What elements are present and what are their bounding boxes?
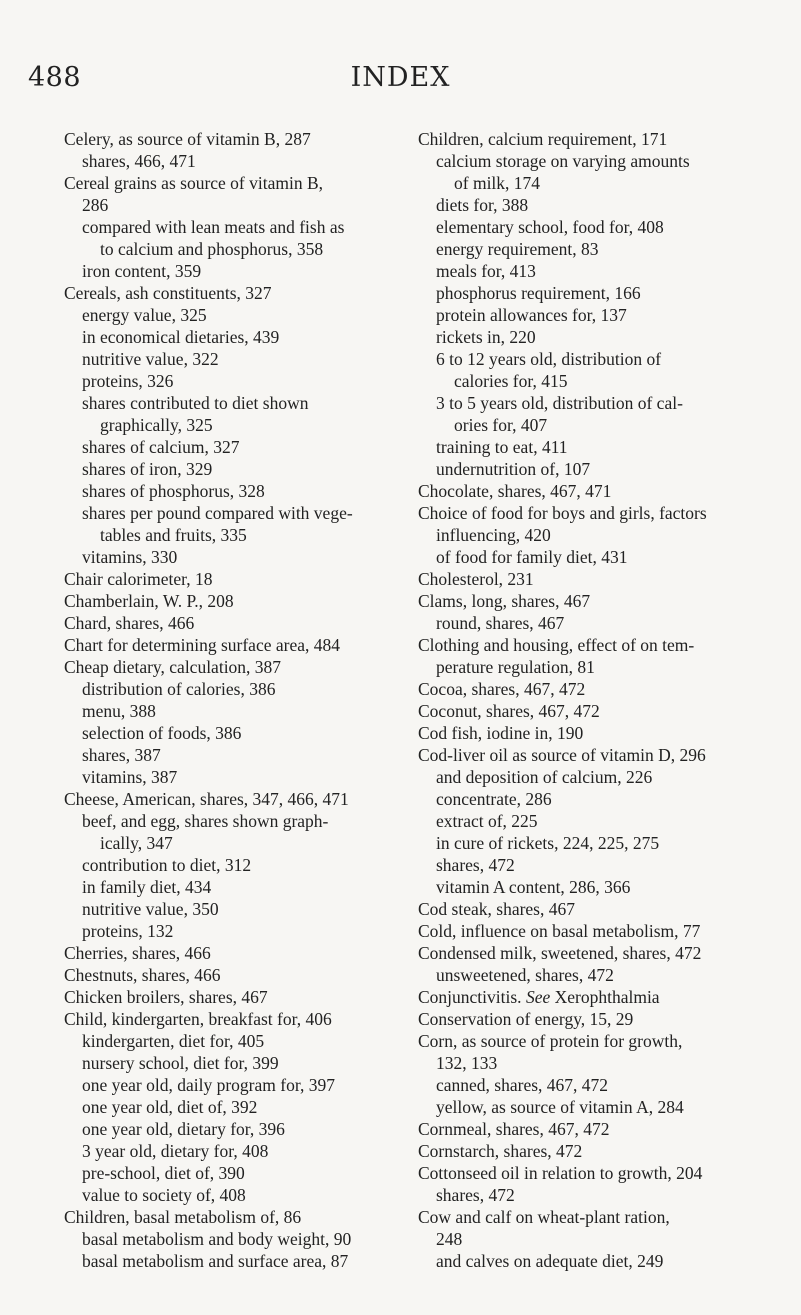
index-subentry: in economical dietaries, 439 bbox=[82, 327, 280, 347]
index-subentry: of food for family diet, 431 bbox=[436, 547, 628, 567]
index-subentry: shares of phosphorus, 328 bbox=[82, 481, 265, 501]
index-subentry: menu, 388 bbox=[82, 701, 156, 721]
index-subentry: one year old, dietary for, 396 bbox=[82, 1119, 285, 1139]
index-entry: Cherries, shares, 466 bbox=[64, 943, 211, 963]
index-subentry: perature regulation, 81 bbox=[436, 657, 595, 677]
index-subentry: contribution to diet, 312 bbox=[82, 855, 252, 875]
index-subentry: 3 to 5 years old, distribution of cal- bbox=[436, 393, 683, 413]
index-subentry: beef, and egg, shares shown graph- bbox=[82, 811, 329, 831]
index-subentry: one year old, daily program for, 397 bbox=[82, 1075, 335, 1095]
index-subentry: basal metabolism and surface area, 87 bbox=[82, 1251, 349, 1271]
index-subentry: basal metabolism and body weight, 90 bbox=[82, 1229, 352, 1249]
index-entry: Celery, as source of vitamin B, 287 bbox=[64, 129, 311, 149]
index-subentry: and calves on adequate diet, 249 bbox=[436, 1251, 664, 1271]
index-subentry: pre-school, diet of, 390 bbox=[82, 1163, 245, 1183]
index-subentry: iron content, 359 bbox=[82, 261, 202, 281]
index-entry: Coconut, shares, 467, 472 bbox=[418, 701, 600, 721]
index-subentry: elementary school, food for, 408 bbox=[436, 217, 664, 237]
index-entry: Cholesterol, 231 bbox=[418, 569, 534, 589]
index-column-left bbox=[64, 128, 394, 1272]
index-subentry: vitamins, 387 bbox=[82, 767, 178, 787]
index-subentry: unsweetened, shares, 472 bbox=[436, 965, 614, 985]
index-subentry: shares, 387 bbox=[82, 745, 161, 765]
index-subentry: one year old, diet of, 392 bbox=[82, 1097, 258, 1117]
index-subentry: diets for, 388 bbox=[436, 195, 529, 215]
index-subentry: tables and fruits, 335 bbox=[100, 525, 247, 545]
index-subentry: proteins, 132 bbox=[82, 921, 174, 941]
index-subentry: value to society of, 408 bbox=[82, 1185, 246, 1205]
index-subentry: training to eat, 411 bbox=[436, 437, 568, 457]
index-subentry: phosphorus requirement, 166 bbox=[436, 283, 641, 303]
index-subentry: kindergarten, diet for, 405 bbox=[82, 1031, 265, 1051]
index-subentry: yellow, as source of vitamin A, 284 bbox=[436, 1097, 684, 1117]
index-subentry: 6 to 12 years old, distribution of bbox=[436, 349, 662, 369]
index-subentry: nursery school, diet for, 399 bbox=[82, 1053, 279, 1073]
index-subentry: of milk, 174 bbox=[454, 173, 541, 193]
index-subentry: energy requirement, 83 bbox=[436, 239, 599, 259]
index-subentry: compared with lean meats and fish as bbox=[82, 217, 345, 237]
index-entry: Cocoa, shares, 467, 472 bbox=[418, 679, 586, 699]
index-subentry: 132, 133 bbox=[436, 1053, 498, 1073]
index-subentry: rickets in, 220 bbox=[436, 327, 536, 347]
index-subentry: to calcium and phosphorus, 358 bbox=[100, 239, 324, 259]
index-subentry: 248 bbox=[436, 1229, 463, 1249]
index-entry: Cod-liver oil as source of vitamin D, 296 bbox=[418, 745, 706, 765]
index-subentry: graphically, 325 bbox=[100, 415, 213, 435]
index-subentry: shares, 472 bbox=[436, 1185, 515, 1205]
index-subentry: influencing, 420 bbox=[436, 525, 551, 545]
index-entry: Conservation of energy, 15, 29 bbox=[418, 1009, 634, 1029]
index-subentry: and deposition of calcium, 226 bbox=[436, 767, 653, 787]
index-subentry: canned, shares, 467, 472 bbox=[436, 1075, 609, 1095]
index-entry: Cod fish, iodine in, 190 bbox=[418, 723, 584, 743]
index-entry: Chard, shares, 466 bbox=[64, 613, 195, 633]
index-subentry: energy value, 325 bbox=[82, 305, 207, 325]
index-subentry: shares per pound compared with vege- bbox=[82, 503, 353, 523]
index-subentry: 286 bbox=[82, 195, 109, 215]
index-entry: Corn, as source of protein for growth, bbox=[418, 1031, 683, 1051]
index-subentry: nutritive value, 350 bbox=[82, 899, 219, 919]
see-reference: See bbox=[525, 987, 551, 1007]
page-header bbox=[28, 62, 773, 102]
index-entry: Cheese, American, shares, 347, 466, 471 bbox=[64, 789, 349, 809]
index-entry: Cod steak, shares, 467 bbox=[418, 899, 575, 919]
index-subentry: distribution of calories, 386 bbox=[82, 679, 276, 699]
index-subentry: nutritive value, 322 bbox=[82, 349, 219, 369]
page-number: 488 bbox=[28, 62, 82, 93]
index-entry: Chestnuts, shares, 466 bbox=[64, 965, 221, 985]
index-subentry: shares of iron, 329 bbox=[82, 459, 213, 479]
index-subentry: selection of foods, 386 bbox=[82, 723, 242, 743]
index-entry: Chicken broilers, shares, 467 bbox=[64, 987, 268, 1007]
index-subentry: round, shares, 467 bbox=[436, 613, 565, 633]
index-subentry: in cure of rickets, 224, 225, 275 bbox=[436, 833, 660, 853]
index-entry: Conjunctivitis. See Xerophthalmia bbox=[418, 987, 660, 1007]
index-entry: Cow and calf on wheat-plant ration, bbox=[418, 1207, 670, 1227]
index-entry: Chair calorimeter, 18 bbox=[64, 569, 213, 589]
index-subentry: shares, 472 bbox=[436, 855, 515, 875]
index-entry: Chamberlain, W. P., 208 bbox=[64, 591, 234, 611]
index-subentry: shares of calcium, 327 bbox=[82, 437, 240, 457]
index-subentry: shares contributed to diet shown bbox=[82, 393, 309, 413]
index-entry: Cereal grains as source of vitamin B, bbox=[64, 173, 324, 193]
index-entry: Children, calcium requirement, 171 bbox=[418, 129, 668, 149]
index-entry: Children, basal metabolism of, 86 bbox=[64, 1207, 302, 1227]
index-entry: Chart for determining surface area, 484 bbox=[64, 635, 340, 655]
page-title: INDEX bbox=[350, 62, 451, 93]
index-subentry: ically, 347 bbox=[100, 833, 173, 853]
index-subentry: 3 year old, dietary for, 408 bbox=[82, 1141, 269, 1161]
index-subentry: calcium storage on varying amounts bbox=[436, 151, 690, 171]
index-subentry: ories for, 407 bbox=[454, 415, 548, 435]
index-subentry: concentrate, 286 bbox=[436, 789, 552, 809]
index-entry: Cold, influence on basal metabolism, 77 bbox=[418, 921, 701, 941]
index-subentry: protein allowances for, 137 bbox=[436, 305, 627, 325]
index-subentry: undernutrition of, 107 bbox=[436, 459, 591, 479]
index-subentry: meals for, 413 bbox=[436, 261, 536, 281]
index-entry: Choice of food for boys and girls, factors bbox=[418, 503, 707, 523]
index-subentry: shares, 466, 471 bbox=[82, 151, 196, 171]
index-entry: Chocolate, shares, 467, 471 bbox=[418, 481, 612, 501]
index-column-right bbox=[418, 128, 770, 1272]
index-entry: Child, kindergarten, breakfast for, 406 bbox=[64, 1009, 332, 1029]
index-subentry: in family diet, 434 bbox=[82, 877, 212, 897]
index-entry: Cheap dietary, calculation, 387 bbox=[64, 657, 282, 677]
index-subentry: vitamin A content, 286, 366 bbox=[436, 877, 631, 897]
index-subentry: vitamins, 330 bbox=[82, 547, 178, 567]
index-entry: Cornstarch, shares, 472 bbox=[418, 1141, 583, 1161]
index-entry: Cereals, ash constituents, 327 bbox=[64, 283, 272, 303]
index-subentry: proteins, 326 bbox=[82, 371, 174, 391]
index-entry: Clams, long, shares, 467 bbox=[418, 591, 591, 611]
index-entry: Clothing and housing, effect of on tem- bbox=[418, 635, 695, 655]
index-entry: Cottonseed oil in relation to growth, 204 bbox=[418, 1163, 703, 1183]
index-entry: Condensed milk, sweetened, shares, 472 bbox=[418, 943, 702, 963]
index-entry: Cornmeal, shares, 467, 472 bbox=[418, 1119, 610, 1139]
index-subentry: extract of, 225 bbox=[436, 811, 538, 831]
index-subentry: calories for, 415 bbox=[454, 371, 568, 391]
